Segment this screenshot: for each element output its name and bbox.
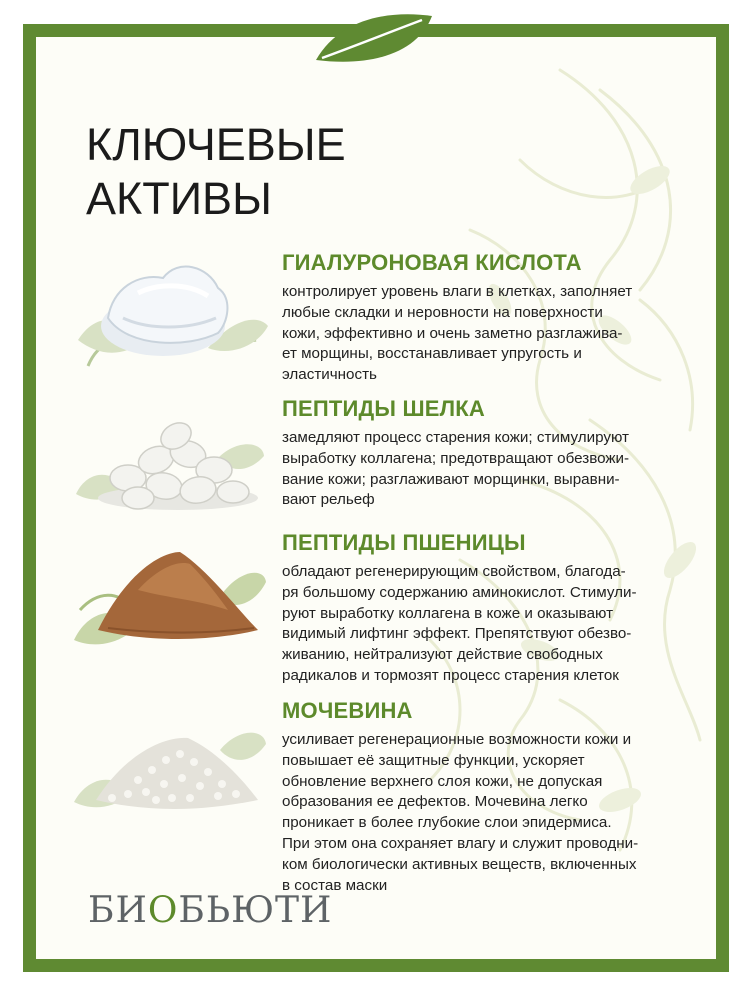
silk-cocoons-icon	[68, 398, 268, 528]
section-text	[282, 282, 702, 386]
logo-part-1: БИ	[88, 890, 148, 931]
logo-part-2: О	[147, 890, 179, 931]
text-line: обладают регенерирующим свойством, благода-	[282, 563, 626, 580]
text-line: проникает в более глубокие слои эпидермиса.	[282, 814, 612, 832]
section-hyaluronic-acid	[282, 250, 702, 386]
text-line: радикалов и тормозят процесс старения клеток	[282, 666, 619, 684]
text-line: вание кожи; разглаживают морщинки, выравни-	[282, 470, 620, 488]
text-line: живанию, нейтрализуют действие свободных	[282, 646, 603, 664]
logo-part-3: БЬЮТИ	[178, 890, 333, 931]
brand-logo	[88, 890, 332, 931]
section-heading: ПЕПТИДЫ ШЕЛКА	[282, 396, 486, 421]
section-text	[282, 730, 702, 896]
text-line: в состав маски	[282, 876, 388, 894]
title-line-1: КЛЮЧЕВЫЕ	[86, 119, 346, 170]
gel-dollop-icon	[68, 248, 268, 378]
text-line: видимый лифтинг эффект. Препятствуют обезво-	[282, 625, 632, 643]
section-silk-peptides	[282, 396, 702, 511]
text-line: образования ее дефектов. Мочевина легко	[282, 793, 588, 811]
leaf-emblem-icon	[310, 8, 438, 70]
text-line: любые складки и неровности на поверхности	[282, 303, 603, 321]
text-line: контролирует уровень влаги в клетках, заполняет	[282, 283, 633, 300]
text-line: вают рельеф	[282, 491, 375, 509]
text-line: руют выработку коллагена в коже и оказывают	[282, 604, 614, 622]
title-line-2: АКТИВЫ	[86, 173, 272, 224]
text-line: ком биологически активных веществ, включенных	[282, 855, 637, 873]
text-line: ря большому содержанию аминокислот. Стимули-	[282, 583, 637, 601]
text-line: эластичность	[282, 366, 377, 384]
text-line: усиливает регенерационные возможности кожи и	[282, 731, 632, 748]
section-text	[282, 562, 702, 687]
section-urea	[282, 698, 702, 896]
text-line: ет морщины, восстанавливает упругость и	[282, 345, 582, 363]
text-line: выработку коллагена; предотвращают обезвожи-	[282, 449, 630, 467]
section-heading: МОЧЕВИНА	[282, 698, 413, 723]
text-line: повышает её защитные функции, ускоряет	[282, 751, 585, 769]
section-text	[282, 428, 702, 511]
section-wheat-peptides	[282, 530, 702, 687]
text-line: обновление верхнего слоя кожи, не допуская	[282, 772, 603, 790]
section-heading: ПЕПТИДЫ ПШЕНИЦЫ	[282, 530, 526, 555]
urea-granules-icon	[68, 700, 268, 830]
text-line: кожи, эффективно и очень заметно разглажива-	[282, 324, 623, 342]
page-title	[86, 118, 506, 226]
text-line: замедляют процесс старения кожи; стимулируют	[282, 429, 629, 446]
text-line: При этом она сохраняет влагу и служит проводни-	[282, 834, 639, 852]
section-heading: ГИАЛУРОНОВАЯ КИСЛОТА	[282, 250, 582, 275]
wheat-powder-icon	[68, 530, 268, 660]
